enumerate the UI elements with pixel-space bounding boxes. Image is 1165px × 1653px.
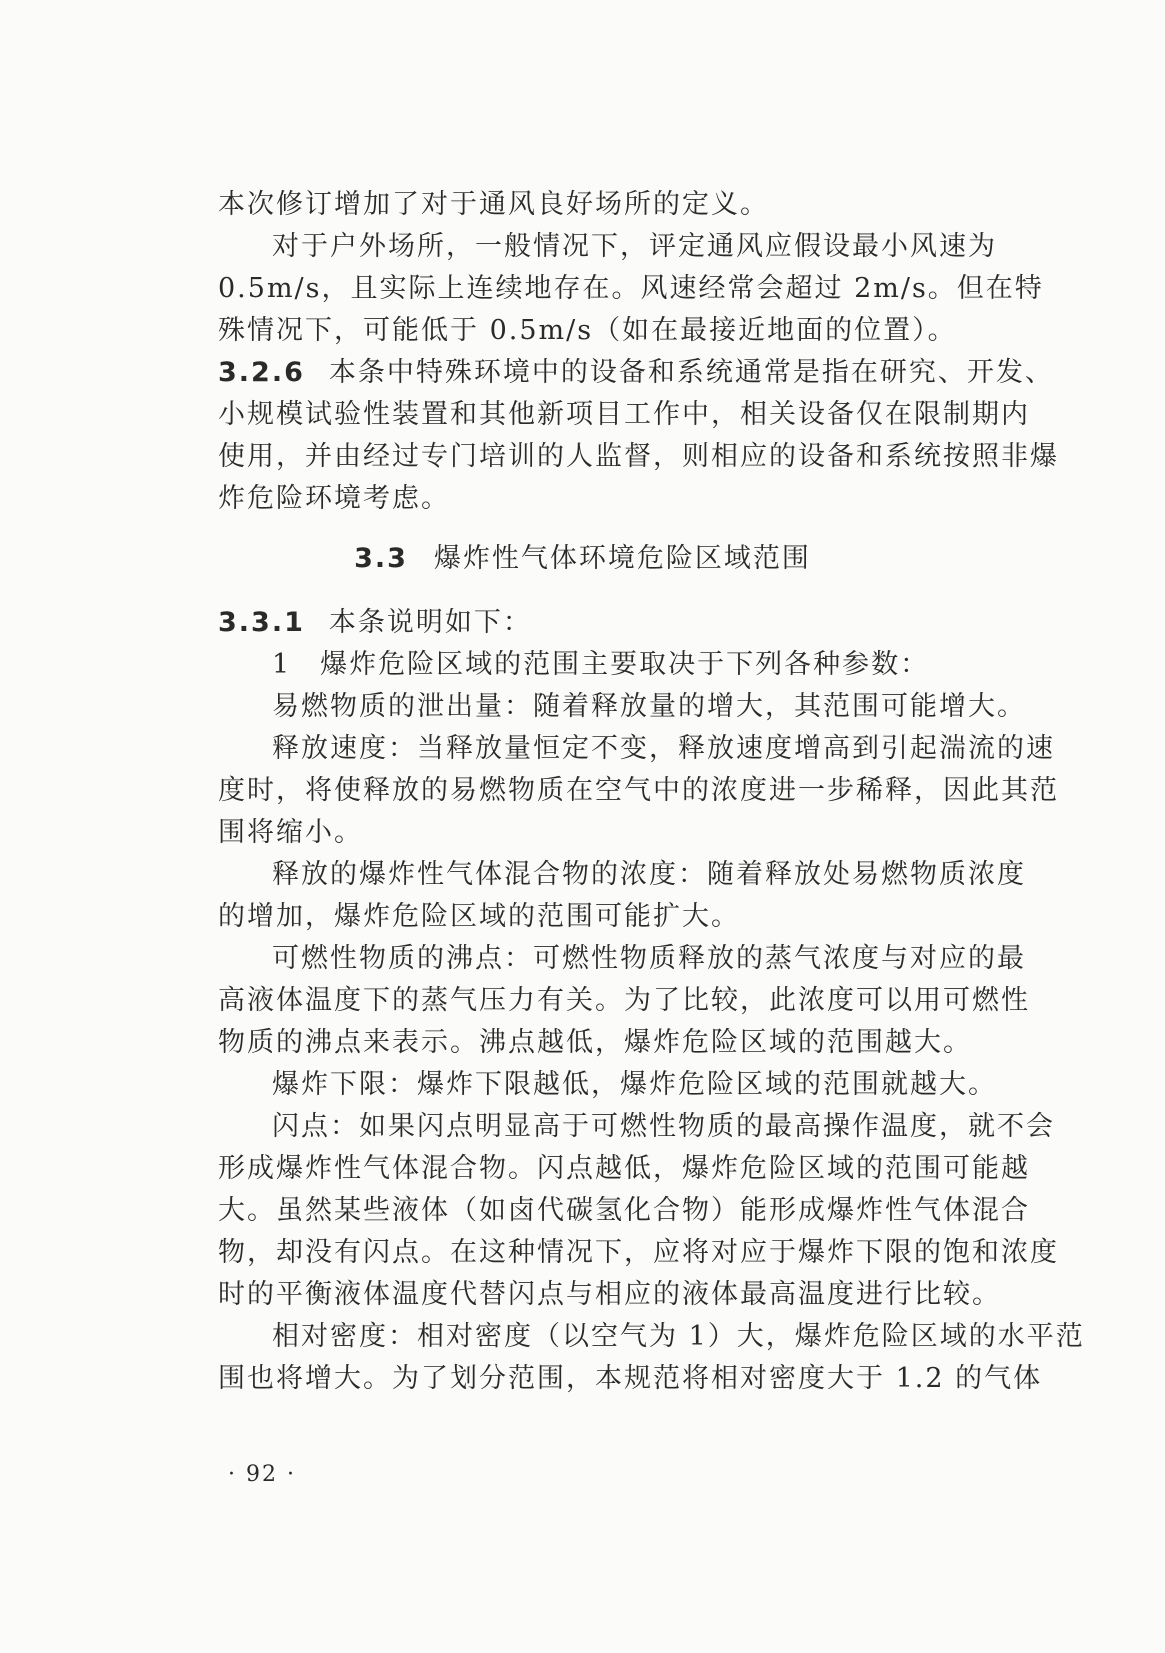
text-line: 围也将增大。为了划分范围，本规范将相对密度大于 1.2 的气体 xyxy=(218,1363,1043,1394)
text-line: 1 爆炸危险区域的范围主要取决于下列各种参数： xyxy=(272,649,930,680)
text-line: 形成爆炸性气体混合物。闪点越低，爆炸危险区域的范围可能越 xyxy=(218,1153,1030,1184)
clause-3-2-6 xyxy=(218,351,1054,394)
text-line: 物，却没有闪点。在这种情况下，应将对应于爆炸下限的饱和浓度 xyxy=(218,1237,1059,1268)
text-line: 殊情况下，可能低于 0.5m/s（如在最接近地面的位置）。 xyxy=(218,315,957,346)
text-line: 的增加，爆炸危险区域的范围可能扩大。 xyxy=(218,901,740,932)
section-number: 3.3 xyxy=(354,543,408,574)
text-line: 度时，将使释放的易燃物质在空气中的浓度进一步稀释，因此其范 xyxy=(218,775,1059,806)
clause-number: 3.2.6 xyxy=(218,357,305,388)
text-line: 围将缩小。 xyxy=(218,817,363,848)
text-line: 爆炸下限：爆炸下限越低，爆炸危险区域的范围就越大。 xyxy=(272,1069,997,1100)
text-line: 可燃性物质的沸点：可燃性物质释放的蒸气浓度与对应的最 xyxy=(272,943,1026,974)
text-line: 本次修订增加了对于通风良好场所的定义。 xyxy=(218,189,769,220)
text-line: 易燃物质的泄出量：随着释放量的增大，其范围可能增大。 xyxy=(272,691,1026,722)
text-line: 释放的爆炸性气体混合物的浓度：随着释放处易燃物质浓度 xyxy=(272,859,1026,890)
section-title: 爆炸性气体环境危险区域范围 xyxy=(433,543,811,574)
clause-number: 3.3.1 xyxy=(218,607,305,638)
text-line: 物质的沸点来表示。沸点越低，爆炸危险区域的范围越大。 xyxy=(218,1027,972,1058)
clause-text: 本条说明如下： xyxy=(328,607,532,638)
text-line: 高液体温度下的蒸气压力有关。为了比较，此浓度可以用可燃性 xyxy=(218,985,1030,1016)
clause-3-3-1 xyxy=(218,601,1018,644)
clause-text: 本条中特殊环境中的设备和系统通常是指在研究、开发、 xyxy=(328,357,1054,388)
text-line: 小规模试验性装置和其他新项目工作中，相关设备仅在限制期内 xyxy=(218,399,1030,430)
text-line: 使用，并由经过专门培训的人监督，则相应的设备和系统按照非爆 xyxy=(218,441,1059,472)
text-line: 大。虽然某些液体（如卤代碳氢化合物）能形成爆炸性气体混合 xyxy=(218,1195,1030,1226)
text-line: 时的平衡液体温度代替闪点与相应的液体最高温度进行比较。 xyxy=(218,1279,1001,1310)
text-line: 闪点：如果闪点明显高于可燃性物质的最高操作温度，就不会 xyxy=(272,1111,1055,1142)
text-line: 炸危险环境考虑。 xyxy=(218,483,450,514)
text-line: 0.5m/s，且实际上连续地存在。风速经常会超过 2m/s。但在特 xyxy=(218,273,1044,304)
page-number: · 92 · xyxy=(228,1462,296,1487)
section-heading xyxy=(0,537,1165,580)
text-line: 释放速度：当释放量恒定不变，释放速度增高到引起湍流的速 xyxy=(272,733,1055,764)
text-line: 相对密度：相对密度（以空气为 1）大，爆炸危险区域的水平范 xyxy=(272,1321,1085,1352)
text-line: 对于户外场所，一般情况下，评定通风应假设最小风速为 xyxy=(272,231,997,262)
